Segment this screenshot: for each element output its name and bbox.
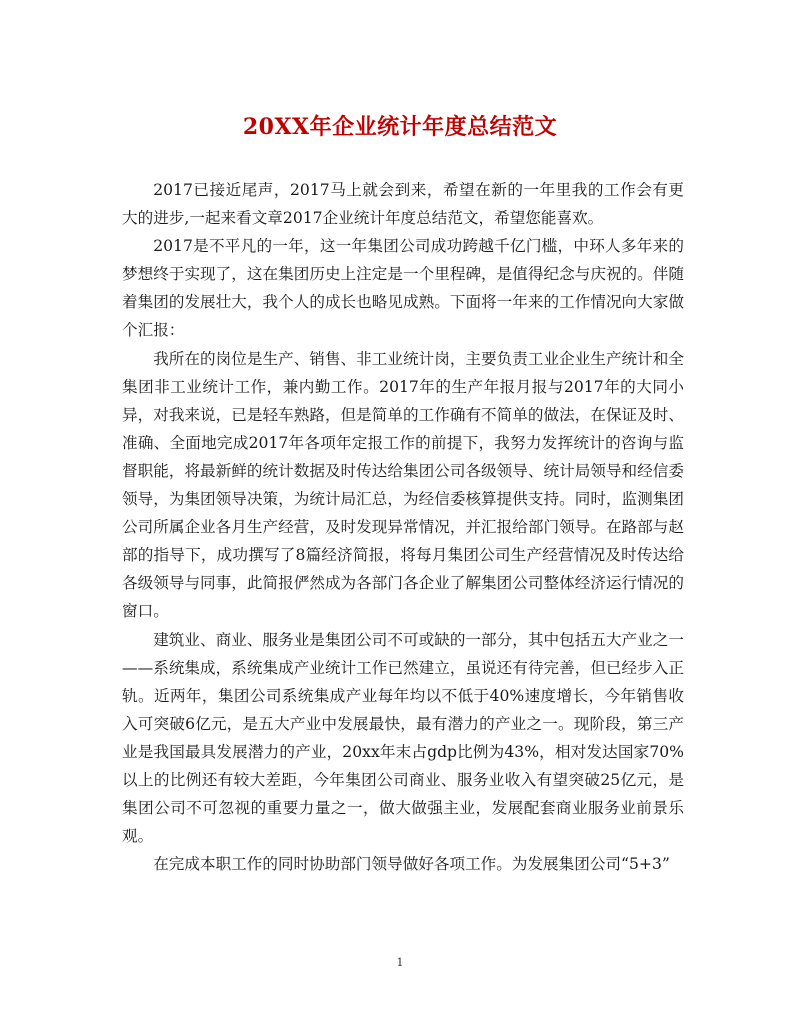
document-body	[122, 176, 684, 878]
paragraph-industries: 建筑业、商业、服务业是集团公司不可或缺的一部分，其中包括五大产业之一——系统集成，系统集成产业统计工作已然建立，虽说还有待完善，但已经步入正轨。近两年，集团公司系统集成产业每年均以不低于40%速度增长，今年销售收入可突破6亿元，是五大产业中发展最快，最有潜力的产业之一。现阶段，第三产业是我国最具发展潜力的产业，20xx年末占gdp比例为43%，相对发达国家70%以上的比例还有较大差距，今年集团公司商业、服务业收入有望突破25亿元，是集团公司不可忽视的重要力量之一，做大做强主业，发展配套商业服务业前景乐观。	[122, 630, 684, 846]
document-title: 20XX年企业统计年度总结范文	[242, 114, 558, 140]
paragraph-overview: 2017是不平凡的一年，这一年集团公司成功跨越千亿门槛，中环人多年来的梦想终于实现了，这在集团历史上注定是一个里程碑，是值得纪念与庆祝的。伴随着集团的发展壮大，我个人的成长也略见成熟。下面将一年来的工作情况向大家做个汇报：	[122, 237, 684, 340]
page-number: 1	[396, 956, 404, 969]
paragraph-support: 在完成本职工作的同时协助部门领导做好各项工作。为发展集团公司“5+3”	[153, 855, 670, 874]
paragraph-intro: 2017已接近尾声，2017马上就会到来，希望在新的一年里我的工作会有更大的进步,一起来看文章2017企业统计年度总结范文，希望您能喜欢。	[122, 181, 684, 228]
paragraph-duties: 我所在的岗位是生产、销售、非工业统计岗，主要负责工业企业生产统计和全集团非工业统计工作，兼内勤工作。2017年的生产年报月报与2017年的大同小异，对我来说，已是轻车熟路，但是简单的工作确有不简单的做法，在保证及时、准确、全面地完成2017年各项年定报工作的前提下，我努力发挥统计的咨询与监督职能，将最新鲜的统计数据及时传达给集团公司各级领导、统计局领导和经信委领导，为集团领导决策，为统计局汇总，为经信委核算提供支持。同时，监测集团公司所属企业各月生产经营，及时发现异常情况，并汇报给部门领导。在路部与赵部的指导下，成功撰写了8篇经济简报，将每月集团公司生产经营情况及时传达给各级领导与同事，此简报俨然成为各部门各企业了解集团公司整体经济运行情况的窗口。	[122, 349, 684, 621]
